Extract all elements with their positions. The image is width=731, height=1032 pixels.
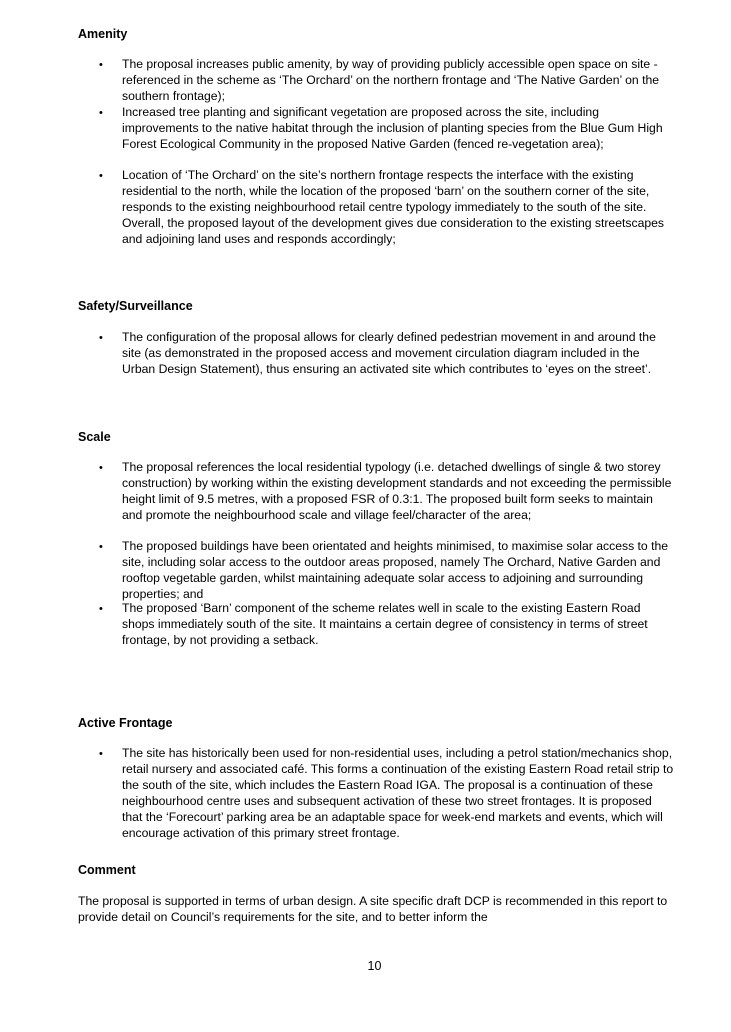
list-item: The site has historically been used for non-residential uses, including a petrol station/mechanics shop, retail nursery and associated café. This forms a continuation of the existing Eastern Road retail strip to the south of the site, which includes the Eastern Road IGA. The proposal is a continuation of these neighbourhood centre uses and subsequent activation of these two street frontages. It is proposed that the ‘Forecourt’ parking area be an adaptable space for week-end markets and events, which will encourage activation of this primary street frontage. bbox=[122, 746, 674, 840]
bullet-icon: • bbox=[99, 332, 103, 344]
heading-safety-surveillance: Safety/Surveillance bbox=[78, 299, 193, 313]
heading-amenity: Amenity bbox=[78, 27, 128, 41]
list-item: Location of ‘The Orchard’ on the site’s northern frontage respects the interface with the existing residential to the north, while the location of the proposed ‘barn’ on the southern corner of the site, responds to the existing neighbourhood retail centre typology immediately to the south of the site. Overall, the proposed layout of the development gives due consideration to the existing streetscapes and adjoining land uses and responds accordingly; bbox=[122, 168, 664, 246]
bullet-icon: • bbox=[99, 170, 103, 182]
list-item: The proposal increases public amenity, by way of providing publicly accessible open space on site - referenced in the scheme as ‘The Orchard’ on the northern frontage and ‘The Native Garden’ on the southern frontage); bbox=[122, 57, 660, 103]
heading-comment: Comment bbox=[78, 863, 136, 877]
bullet-icon: • bbox=[99, 541, 103, 553]
bullet-icon: • bbox=[99, 603, 103, 615]
bullet-icon: • bbox=[99, 107, 103, 119]
list-item: The proposed ‘Barn’ component of the scheme relates well in scale to the existing Eastern Road shops immediately south of the site. It maintains a certain degree of consistency in terms of street frontage, by not providing a setback. bbox=[122, 601, 648, 647]
heading-active-frontage: Active Frontage bbox=[78, 716, 173, 730]
bullet-icon: • bbox=[99, 462, 103, 474]
comment-paragraph: The proposal is supported in terms of urban design. A site specific draft DCP is recommended in this report to provide detail on Council’s requirements for the site, and to better inform the bbox=[78, 894, 668, 924]
bullet-icon: • bbox=[99, 748, 103, 760]
list-item: The proposal references the local residential typology (i.e. detached dwellings of single & two storey construction) by working within the existing development standards and not exceeding the permissible height limit of 9.5 metres, with a proposed FSR of 0.3:1. The proposed built form seeks to maintain and promote the neighbourhood scale and village feel/character of the area; bbox=[122, 460, 672, 522]
list-item: Increased tree planting and significant vegetation are proposed across the site, including improvements to the native habitat through the inclusion of planting species from the Blue Gum High Forest Ecological Community in the proposed Native Garden (fenced re-vegetation area); bbox=[122, 105, 663, 151]
page-number: 10 bbox=[367, 959, 382, 973]
heading-scale: Scale bbox=[78, 430, 111, 444]
list-item: The proposed buildings have been orientated and heights minimised, to maximise solar access to the site, including solar access to the outdoor areas proposed, namely The Orchard, Native Garden and rooftop vegetable garden, whilst maintaining adequate solar access to adjoining and surrounding properties; and bbox=[122, 539, 669, 601]
bullet-icon: • bbox=[99, 59, 103, 71]
list-item: The configuration of the proposal allows for clearly defined pedestrian movement in and around the site (as demonstrated in the proposed access and movement circulation diagram included in the Urban Design Statement), thus ensuring an activated site which contributes to ‘eyes on the street’. bbox=[122, 330, 656, 376]
